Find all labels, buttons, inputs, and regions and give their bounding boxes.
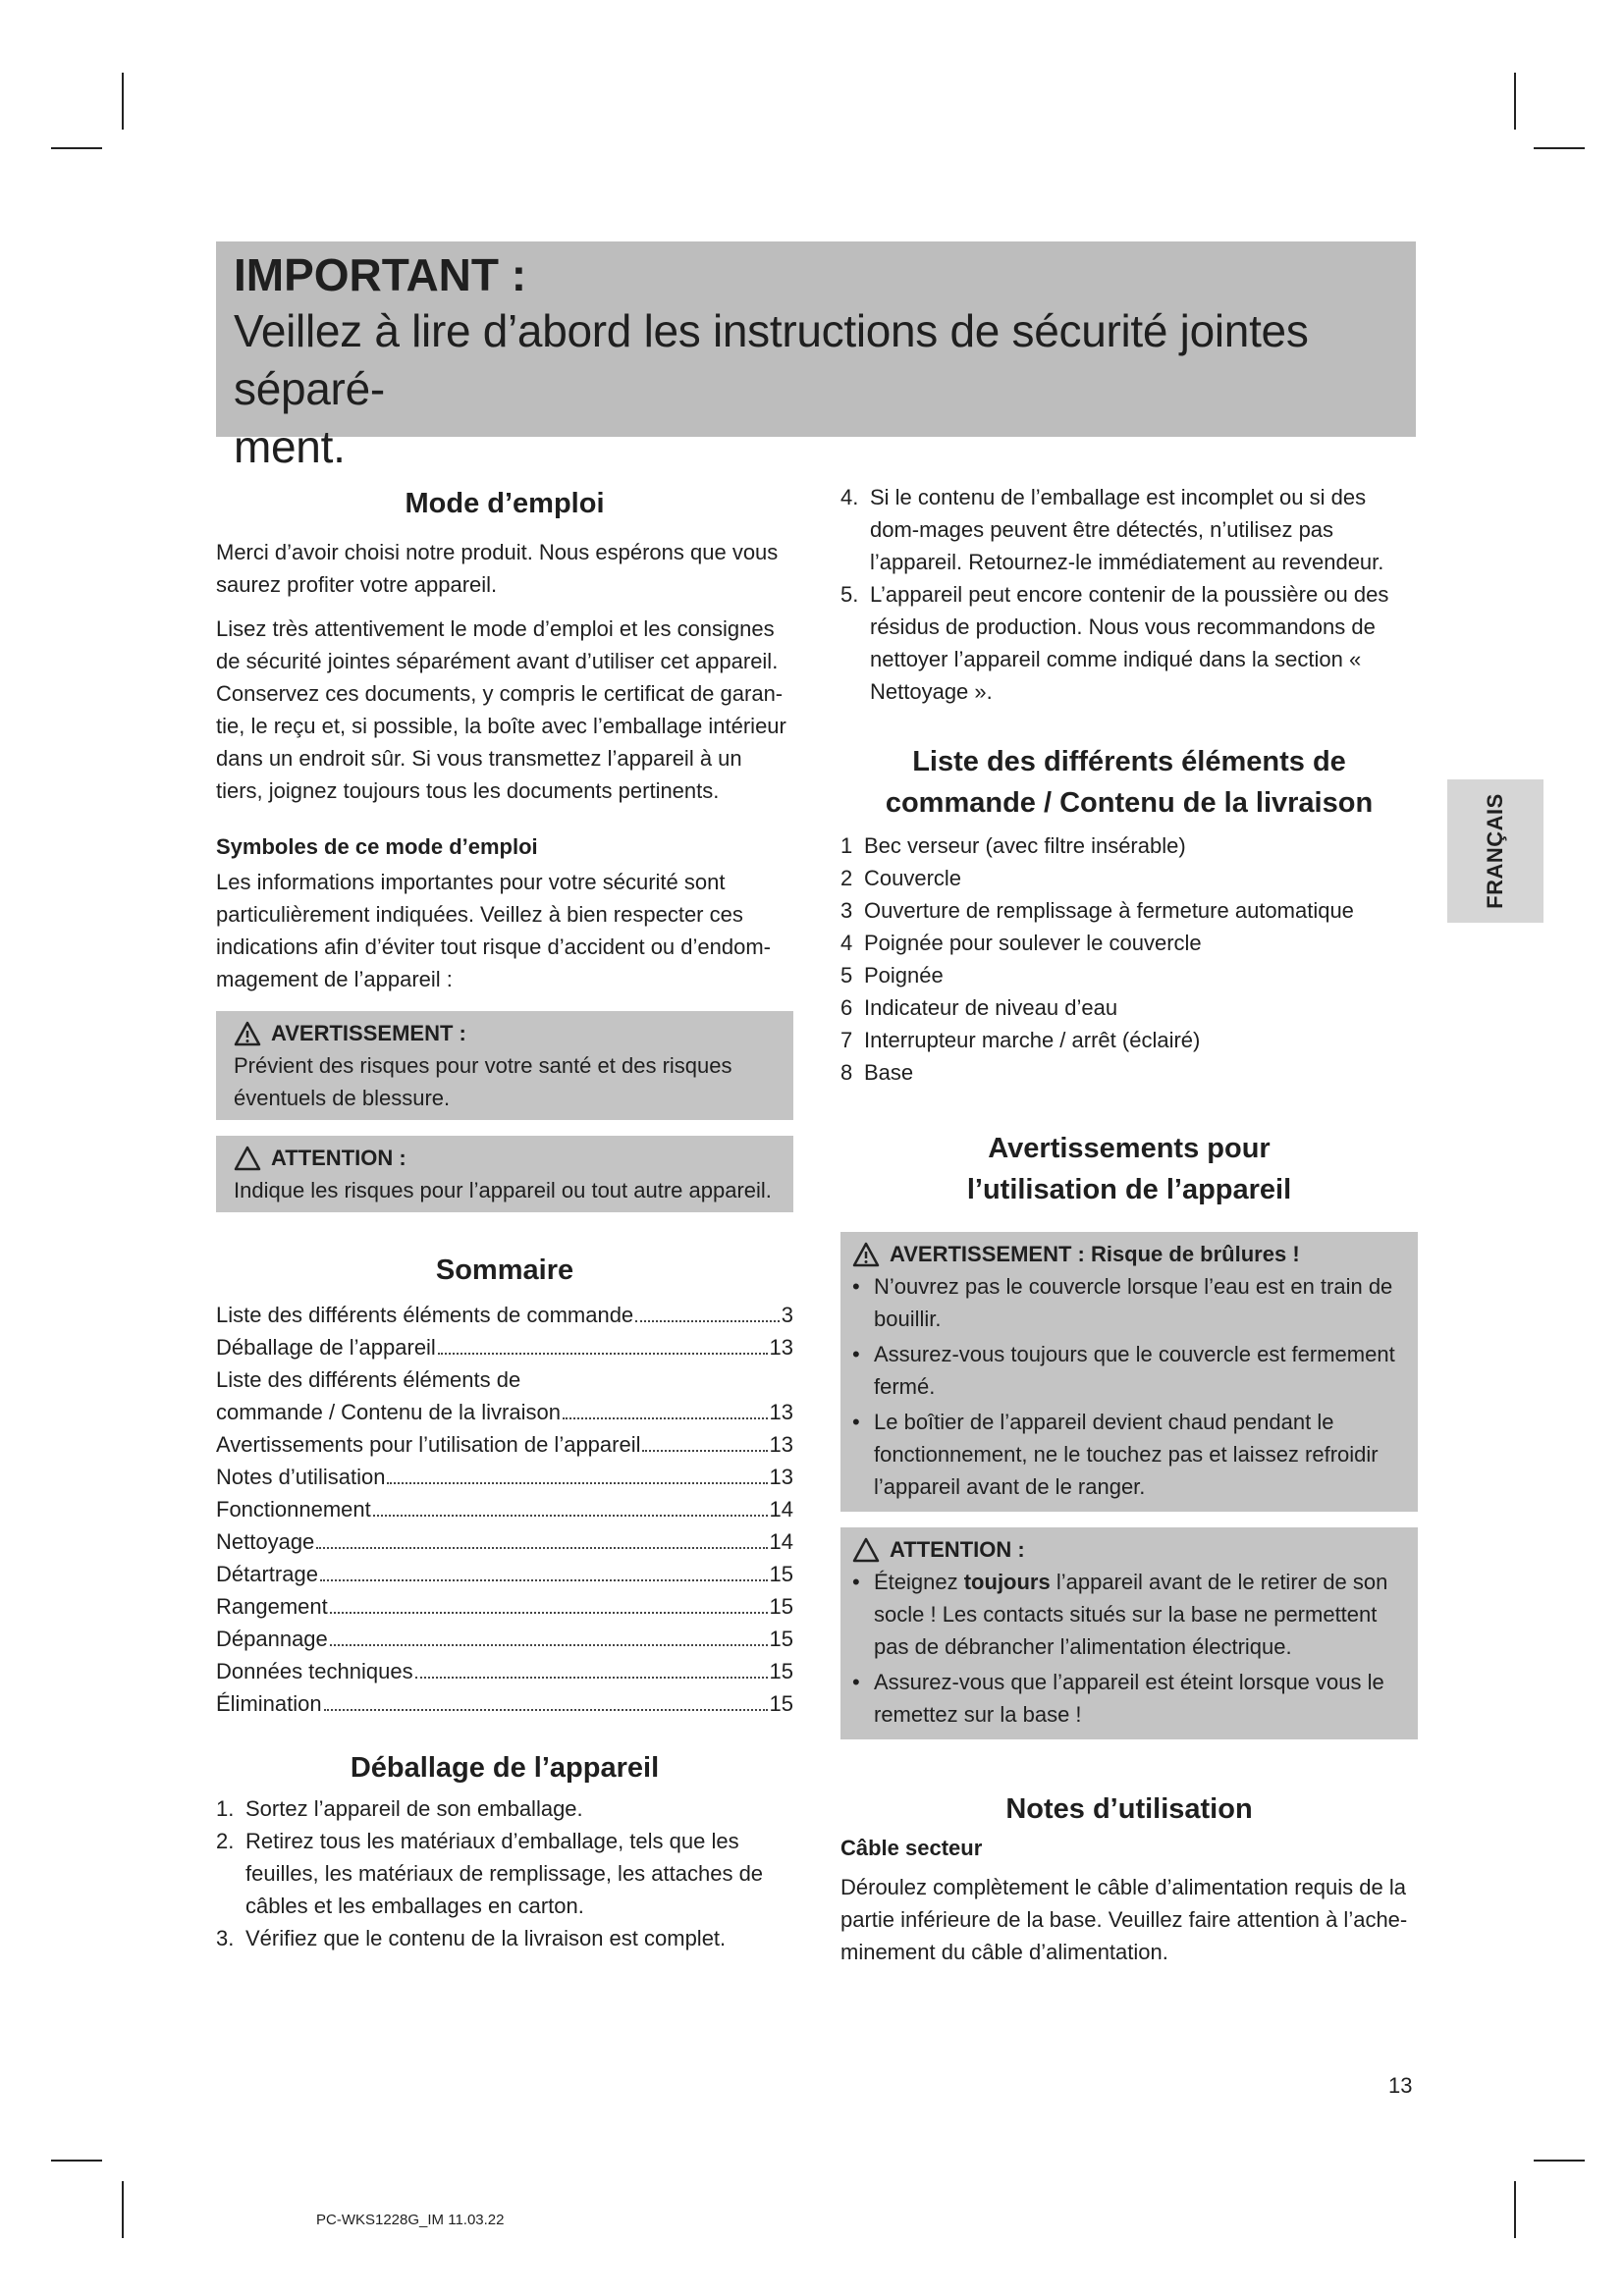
toc-entry: Liste des différents éléments de commande 3 bbox=[216, 1303, 793, 1327]
part-item: 1 Bec verseur (avec filtre insérable) bbox=[840, 833, 1186, 858]
language-tab-label: FRANÇAIS bbox=[1483, 793, 1507, 909]
toc-entry: Avertissements pour l’utilisation de l’appareil 13 bbox=[216, 1432, 793, 1457]
parts-list bbox=[840, 829, 1418, 1089]
avertissements-title-line-1: Avertissements pour bbox=[988, 1133, 1271, 1164]
crop-mark bbox=[122, 73, 124, 130]
right-column bbox=[840, 479, 1418, 1968]
warning-icon bbox=[852, 1242, 880, 1267]
language-tab bbox=[1447, 779, 1543, 923]
mode-emploi-para-1: Merci d’avoir choisi notre produit. Nous espérons que vous saurez profiter votre appareil. bbox=[216, 540, 779, 597]
attention-icon bbox=[852, 1537, 880, 1563]
warning-box bbox=[216, 1011, 793, 1120]
footer-code: PC-WKS1228G_IM 11.03.22 bbox=[316, 2212, 505, 2228]
step-item: 1. Sortez l’appareil de son emballage. bbox=[216, 1796, 583, 1821]
list-item: • Assurez-vous toujours que le couvercle est fermement fermé. bbox=[852, 1342, 1395, 1399]
attention-box bbox=[216, 1136, 793, 1212]
avertissements-title-line-2: l’utilisation de l’appareil bbox=[966, 1174, 1292, 1205]
part-item: 2 Couvercle bbox=[840, 866, 962, 890]
device-attention-title: ATTENTION : bbox=[890, 1537, 1025, 1562]
notes-title: Notes d’utilisation bbox=[1005, 1793, 1253, 1825]
crop-mark bbox=[51, 2160, 102, 2162]
device-attention-list bbox=[852, 1566, 1406, 1731]
toc-entry: Rangement 15 bbox=[216, 1594, 793, 1619]
toc-entry: Fonctionnement 14 bbox=[216, 1497, 793, 1522]
notes-text: Déroulez complètement le câble d’alimentation requis de la partie inférieure de la base. Veuillez faire attention à l’ache-minement du câble d’alimentation. bbox=[840, 1875, 1408, 1964]
list-item: • Éteignez toujours l’appareil avant de le retirer de son socle ! Les contacts situés sur la base ne permettent pas de débrancher l’alimentation électrique. bbox=[852, 1570, 1388, 1659]
mode-emploi-para-2: Lisez très attentivement le mode d’emploi et les consignes de sécurité jointes séparément avant d’utiliser cet appareil. Conservez ces documents, y compris le certificat de garan-tie, le reçu et, si possible, la boîte avec l’emballage intérieur dans un endroit sûr. Si vous transmettez l’appareil à un tiers, joignez toujours tous les documents pertinents. bbox=[216, 616, 786, 803]
crop-mark bbox=[1534, 147, 1585, 149]
list-item: • N’ouvrez pas le couvercle lorsque l’eau est en train de bouillir. bbox=[852, 1274, 1393, 1331]
crop-mark bbox=[1514, 2181, 1516, 2238]
step-item: 2. Retirez tous les matériaux d’emballage, tels que les feuilles, les matériaux de remplissage, les attaches de câbles et les emballages en carton. bbox=[216, 1829, 764, 1918]
step-item: 3. Vérifiez que le contenu de la livraison est complet. bbox=[216, 1926, 727, 1950]
crop-mark bbox=[51, 147, 102, 149]
device-attention-box bbox=[840, 1527, 1418, 1739]
burn-warning-title: AVERTISSEMENT : Risque de brûlures ! bbox=[890, 1242, 1300, 1266]
notes-subtitle: Câble secteur bbox=[840, 1836, 983, 1860]
symbols-title: Symboles de ce mode d’emploi bbox=[216, 834, 538, 859]
part-item: 3 Ouverture de remplissage à fermeture automatique bbox=[840, 898, 1354, 923]
crop-mark bbox=[1514, 73, 1516, 130]
important-banner bbox=[216, 241, 1416, 472]
step-item: 4. Si le contenu de l’emballage est incomplet ou si des dom-mages peuvent être détectés, n’utilisez pas l’appareil. Retournez-le immédiatement au revendeur. bbox=[840, 485, 1384, 574]
list-item: • Assurez-vous que l’appareil est éteint lorsque vous le remettez sur la base ! bbox=[852, 1670, 1384, 1727]
symbols-text: Les informations importantes pour votre sécurité sont particulièrement indiquées. Veillez à bien respecter ces indications afin d’éviter tout risque d’accident ou d’endom-magement de l’appareil : bbox=[216, 870, 771, 991]
toc-entry: commande / Contenu de la livraison 13 bbox=[216, 1400, 793, 1424]
warning-text: Prévient des risques pour votre santé et des risques éventuels de blessure. bbox=[234, 1053, 732, 1110]
warning-icon bbox=[234, 1021, 261, 1046]
table-of-contents bbox=[216, 1299, 793, 1720]
part-item: 6 Indicateur de niveau d’eau bbox=[840, 995, 1118, 1020]
mode-emploi-title: Mode d’emploi bbox=[405, 488, 605, 519]
list-item: • Le boîtier de l’appareil devient chaud pendant le fonctionnement, ne le touchez pas et laissez refroidir l’appareil avant de le ranger. bbox=[852, 1410, 1379, 1499]
toc-entry: Notes d’utilisation 13 bbox=[216, 1465, 793, 1489]
page-number: 13 bbox=[1388, 2073, 1413, 2098]
toc-entry: Données techniques 15 bbox=[216, 1659, 793, 1683]
toc-entry: Dépannage 15 bbox=[216, 1627, 793, 1651]
liste-title-line-2: commande / Contenu de la livraison bbox=[885, 787, 1374, 819]
burn-warning-box bbox=[840, 1232, 1418, 1512]
deballage-title: Déballage de l’appareil bbox=[350, 1752, 660, 1784]
attention-icon bbox=[234, 1146, 261, 1171]
liste-title-line-1: Liste des différents éléments de bbox=[912, 746, 1346, 777]
important-title: IMPORTANT : bbox=[234, 249, 527, 300]
important-line-2: ment. bbox=[234, 421, 346, 472]
part-item: 7 Interrupteur marche / arrêt (éclairé) bbox=[840, 1028, 1201, 1052]
toc-entry: Déballage de l’appareil 13 bbox=[216, 1335, 793, 1360]
toc-entry: Élimination 15 bbox=[216, 1691, 793, 1716]
attention-title: ATTENTION : bbox=[271, 1146, 406, 1170]
step-item: 5. L’appareil peut encore contenir de la poussière ou des résidus de production. Nous vous recommandons de nettoyer l’appareil comme indiqué dans la section « Nettoyage ». bbox=[840, 582, 1389, 704]
toc-entry: Liste des différents éléments de bbox=[216, 1367, 521, 1392]
warning-title: AVERTISSEMENT : bbox=[271, 1021, 466, 1045]
deballage-steps-continued bbox=[840, 481, 1418, 708]
part-item: 4 Poignée pour soulever le couvercle bbox=[840, 931, 1202, 955]
toc-entry: Détartrage 15 bbox=[216, 1562, 793, 1586]
deballage-steps bbox=[216, 1792, 793, 1954]
part-item: 8 Base bbox=[840, 1060, 914, 1085]
toc-entry: Nettoyage 14 bbox=[216, 1529, 793, 1554]
left-column bbox=[216, 479, 793, 1954]
burn-warning-list bbox=[852, 1270, 1406, 1503]
part-item: 5 Poignée bbox=[840, 963, 944, 988]
important-line-1: Veillez à lire d’abord les instructions de sécurité jointes séparé- bbox=[234, 305, 1309, 414]
sommaire-title: Sommaire bbox=[435, 1255, 574, 1286]
crop-mark bbox=[1534, 2160, 1585, 2162]
attention-text: Indique les risques pour l’appareil ou tout autre appareil. bbox=[234, 1178, 772, 1202]
crop-mark bbox=[122, 2181, 124, 2238]
